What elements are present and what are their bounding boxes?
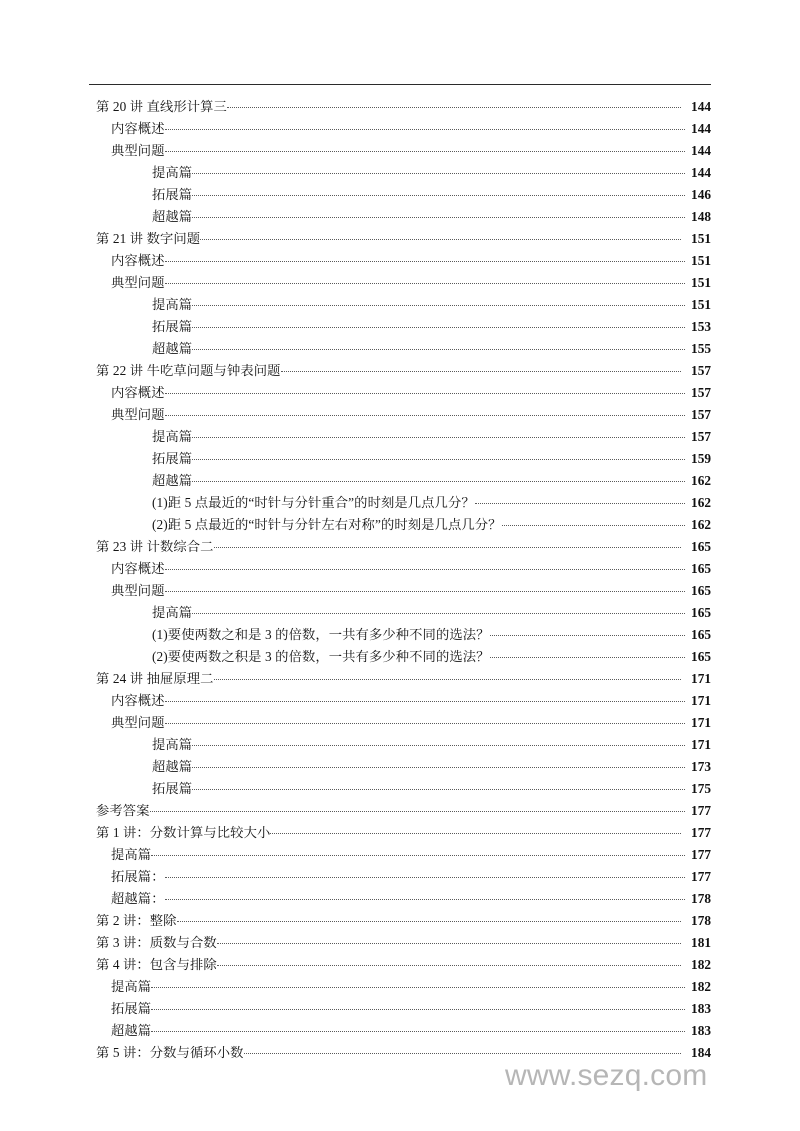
toc-entry[interactable] bbox=[89, 602, 711, 624]
toc-entry[interactable] bbox=[89, 888, 711, 910]
toc-leader-dots bbox=[165, 890, 685, 903]
toc-entry-label: 第 4 讲：包含与排除 bbox=[96, 957, 217, 972]
toc-entry-page-number: 151 bbox=[691, 297, 711, 312]
toc-entry-page-number: 175 bbox=[691, 781, 711, 796]
toc-entry-page-number: 151 bbox=[691, 253, 711, 268]
toc-entry-label: 第 23 讲 计数综合二 bbox=[96, 539, 214, 554]
toc-entry[interactable] bbox=[89, 96, 711, 118]
toc-entry[interactable] bbox=[89, 580, 711, 602]
toc-entry-page-number: 171 bbox=[691, 693, 711, 708]
toc-entry[interactable] bbox=[89, 756, 711, 778]
toc-entry[interactable] bbox=[89, 690, 711, 712]
toc-entry[interactable] bbox=[89, 822, 711, 844]
toc-leader-dots bbox=[177, 912, 681, 925]
toc-entry-page-number: 162 bbox=[691, 495, 711, 510]
toc-entry-label: 超越篇 bbox=[152, 759, 193, 774]
toc-entry-page-number: 184 bbox=[691, 1045, 711, 1060]
toc-entry-label: 内容概述 bbox=[111, 561, 165, 576]
toc-leader-dots bbox=[165, 142, 685, 155]
toc-entry[interactable] bbox=[89, 316, 711, 338]
toc-entry-page-number: 177 bbox=[691, 825, 711, 840]
toc-entry-page-number: 144 bbox=[691, 143, 711, 158]
toc-entry-page-number: 155 bbox=[691, 341, 711, 356]
toc-entry[interactable] bbox=[89, 668, 711, 690]
toc-entry-label: 典型问题 bbox=[111, 715, 165, 730]
toc-entry-label: 超越篇： bbox=[111, 891, 165, 906]
toc-leader-dots bbox=[165, 692, 685, 705]
toc-entry[interactable] bbox=[89, 184, 711, 206]
toc-leader-dots bbox=[192, 318, 685, 331]
toc-entry-page-number: 144 bbox=[691, 99, 711, 114]
toc-leader-dots bbox=[200, 230, 681, 243]
toc-entry[interactable] bbox=[89, 536, 711, 558]
toc-entry-page-number: 178 bbox=[691, 913, 711, 928]
toc-entry-page-number: 177 bbox=[691, 847, 711, 862]
toc-entry[interactable] bbox=[89, 910, 711, 932]
toc-entry[interactable] bbox=[89, 206, 711, 228]
toc-leader-dots bbox=[192, 208, 685, 221]
toc-leader-dots bbox=[151, 846, 685, 859]
toc-entry[interactable] bbox=[89, 1020, 711, 1042]
toc-entry-label: 拓展篇 bbox=[152, 781, 193, 796]
toc-entry-page-number: 157 bbox=[691, 363, 711, 378]
toc-entry-page-number: 165 bbox=[691, 539, 711, 554]
toc-entry[interactable] bbox=[89, 514, 711, 536]
toc-entry-label: 内容概述 bbox=[111, 385, 165, 400]
toc-entry-label: 提高篇 bbox=[152, 429, 193, 444]
toc-entry[interactable] bbox=[89, 492, 711, 514]
toc-leader-dots bbox=[165, 560, 685, 573]
toc-entry[interactable] bbox=[89, 844, 711, 866]
toc-entry-label: 拓展篇： bbox=[111, 869, 165, 884]
toc-entry[interactable] bbox=[89, 976, 711, 998]
toc-entry-page-number: 157 bbox=[691, 385, 711, 400]
toc-leader-dots bbox=[490, 626, 685, 639]
toc-leader-dots bbox=[192, 780, 685, 793]
toc-leader-dots bbox=[217, 934, 681, 947]
toc-entry[interactable] bbox=[89, 294, 711, 316]
toc-leader-dots bbox=[192, 164, 685, 177]
toc-leader-dots bbox=[227, 98, 681, 111]
toc-entry-label: 第 2 讲：整除 bbox=[96, 913, 177, 928]
toc-entry-label: 拓展篇 bbox=[152, 187, 193, 202]
toc-entry-page-number: 173 bbox=[691, 759, 711, 774]
toc-entry-label: 超越篇 bbox=[152, 341, 193, 356]
toc-entry-label: 提高篇 bbox=[152, 605, 193, 620]
toc-entry[interactable] bbox=[89, 272, 711, 294]
toc-entry-label: 第 24 讲 抽屉原理二 bbox=[96, 671, 214, 686]
toc-entry[interactable] bbox=[89, 954, 711, 976]
toc-entry[interactable] bbox=[89, 470, 711, 492]
toc-leader-dots bbox=[165, 406, 685, 419]
toc-entry[interactable] bbox=[89, 404, 711, 426]
toc-entry-page-number: 153 bbox=[691, 319, 711, 334]
toc-leader-dots bbox=[192, 428, 685, 441]
toc-entry-label: 超越篇 bbox=[152, 209, 193, 224]
toc-leader-dots bbox=[150, 802, 685, 815]
toc-entry[interactable] bbox=[89, 778, 711, 800]
toc-entry-page-number: 177 bbox=[691, 803, 711, 818]
toc-entry-label: 参考答案 bbox=[96, 803, 150, 818]
toc-leader-dots bbox=[192, 758, 685, 771]
toc-entry-label: 第 20 讲 直线形计算三 bbox=[96, 99, 227, 114]
toc-entry[interactable] bbox=[89, 228, 711, 250]
toc-entry[interactable] bbox=[89, 426, 711, 448]
toc-entry-page-number: 165 bbox=[691, 605, 711, 620]
toc-entry-label: 提高篇 bbox=[152, 165, 193, 180]
toc-entry-page-number: 148 bbox=[691, 209, 711, 224]
toc-entry[interactable] bbox=[89, 646, 711, 668]
toc-leader-dots bbox=[192, 450, 685, 463]
toc-entry-page-number: 182 bbox=[691, 957, 711, 972]
toc-entry[interactable] bbox=[89, 932, 711, 954]
toc-entry[interactable] bbox=[89, 624, 711, 646]
toc-entry-page-number: 157 bbox=[691, 429, 711, 444]
toc-entry-page-number: 183 bbox=[691, 1001, 711, 1016]
toc-entry-page-number: 182 bbox=[691, 979, 711, 994]
toc-entry-label: 提高篇 bbox=[111, 979, 152, 994]
toc-entry-page-number: 146 bbox=[691, 187, 711, 202]
toc-entry[interactable] bbox=[89, 866, 711, 888]
toc-entry-label: (1)要使两数之和是 3 的倍数，一共有多少种不同的选法？ bbox=[152, 627, 490, 642]
toc-entry-label: 提高篇 bbox=[152, 297, 193, 312]
toc-leader-dots bbox=[214, 538, 681, 551]
toc-entry-page-number: 157 bbox=[691, 407, 711, 422]
toc-entry-label: 典型问题 bbox=[111, 407, 165, 422]
toc-entry-page-number: 177 bbox=[691, 869, 711, 884]
header-rule bbox=[89, 84, 711, 85]
toc-entry[interactable] bbox=[89, 360, 711, 382]
toc-entry-label: (2)距 5 点最近的“时针与分针左右对称”的时刻是几点几分？ bbox=[152, 517, 502, 532]
toc-entry-page-number: 171 bbox=[691, 715, 711, 730]
toc-leader-dots bbox=[151, 1022, 685, 1035]
toc-entry-page-number: 165 bbox=[691, 627, 711, 642]
toc-entry-list bbox=[89, 96, 711, 1064]
toc-entry-page-number: 171 bbox=[691, 671, 711, 686]
toc-entry-page-number: 151 bbox=[691, 231, 711, 246]
toc-leader-dots bbox=[475, 494, 685, 507]
toc-leader-dots bbox=[502, 516, 685, 529]
toc-entry[interactable] bbox=[89, 382, 711, 404]
toc-entry[interactable] bbox=[89, 558, 711, 580]
toc-leader-dots bbox=[217, 956, 681, 969]
toc-entry-page-number: 159 bbox=[691, 451, 711, 466]
toc-entry-page-number: 144 bbox=[691, 121, 711, 136]
toc-entry[interactable] bbox=[89, 712, 711, 734]
toc-entry-label: 超越篇 bbox=[152, 473, 193, 488]
toc-entry-label: 典型问题 bbox=[111, 275, 165, 290]
toc-leader-dots bbox=[192, 296, 685, 309]
watermark-text: www.sezq.com bbox=[505, 1059, 708, 1092]
toc-entry-label: 内容概述 bbox=[111, 253, 165, 268]
toc-leader-dots bbox=[165, 274, 685, 287]
toc-entry-label: 提高篇 bbox=[111, 847, 152, 862]
toc-entry-label: (1)距 5 点最近的“时针与分针重合”的时刻是几点几分？ bbox=[152, 495, 475, 510]
toc-entry-label: (2)要使两数之积是 3 的倍数，一共有多少种不同的选法？ bbox=[152, 649, 490, 664]
toc-entry-page-number: 144 bbox=[691, 165, 711, 180]
toc-entry-label: 内容概述 bbox=[111, 121, 165, 136]
toc-leader-dots bbox=[281, 362, 681, 375]
toc-entry[interactable] bbox=[89, 734, 711, 756]
toc-entry-page-number: 151 bbox=[691, 275, 711, 290]
toc-entry-page-number: 165 bbox=[691, 649, 711, 664]
toc-entry[interactable] bbox=[89, 118, 711, 140]
toc-entry-page-number: 171 bbox=[691, 737, 711, 752]
toc-entry-page-number: 165 bbox=[691, 561, 711, 576]
toc-leader-dots bbox=[192, 340, 685, 353]
toc-entry-label: 第 5 讲：分数与循环小数 bbox=[96, 1045, 244, 1060]
toc-leader-dots bbox=[490, 648, 685, 661]
toc-entry[interactable] bbox=[89, 998, 711, 1020]
toc-entry-page-number: 165 bbox=[691, 583, 711, 598]
toc-entry-label: 第 1 讲：分数计算与比较大小 bbox=[96, 825, 271, 840]
toc-entry-label: 第 3 讲：质数与合数 bbox=[96, 935, 217, 950]
toc-leader-dots bbox=[192, 604, 685, 617]
toc-entry-label: 典型问题 bbox=[111, 583, 165, 598]
toc-entry[interactable] bbox=[89, 140, 711, 162]
toc-leader-dots bbox=[151, 1000, 685, 1013]
toc-entry-label: 第 22 讲 牛吃草问题与钟表问题 bbox=[96, 363, 281, 378]
toc-entry-page-number: 162 bbox=[691, 473, 711, 488]
toc-entry-label: 超越篇 bbox=[111, 1023, 152, 1038]
toc-leader-dots bbox=[165, 582, 685, 595]
toc-leader-dots bbox=[151, 978, 685, 991]
toc-leader-dots bbox=[165, 384, 685, 397]
toc-leader-dots bbox=[192, 736, 685, 749]
toc-entry-label: 内容概述 bbox=[111, 693, 165, 708]
toc-entry-page-number: 181 bbox=[691, 935, 711, 950]
toc-entry-label: 典型问题 bbox=[111, 143, 165, 158]
toc-entry[interactable] bbox=[89, 338, 711, 360]
toc-entry-label: 第 21 讲 数字问题 bbox=[96, 231, 201, 246]
toc-leader-dots bbox=[192, 472, 685, 485]
toc-entry-label: 拓展篇 bbox=[152, 319, 193, 334]
toc-leader-dots bbox=[192, 186, 685, 199]
toc-entry-label: 拓展篇 bbox=[111, 1001, 152, 1016]
toc-entry-page-number: 183 bbox=[691, 1023, 711, 1038]
toc-leader-dots bbox=[165, 868, 685, 881]
toc-entry-page-number: 162 bbox=[691, 517, 711, 532]
table-of-contents bbox=[89, 84, 711, 1064]
toc-leader-dots bbox=[165, 252, 685, 265]
toc-leader-dots bbox=[165, 120, 685, 133]
toc-leader-dots bbox=[165, 714, 685, 727]
toc-entry-label: 提高篇 bbox=[152, 737, 193, 752]
toc-entry-label: 拓展篇 bbox=[152, 451, 193, 466]
toc-leader-dots bbox=[214, 670, 681, 683]
toc-entry-page-number: 178 bbox=[691, 891, 711, 906]
toc-entry[interactable] bbox=[89, 448, 711, 470]
toc-entry[interactable] bbox=[89, 162, 711, 184]
toc-leader-dots bbox=[244, 1044, 681, 1057]
toc-leader-dots bbox=[270, 824, 681, 837]
toc-entry[interactable] bbox=[89, 250, 711, 272]
toc-entry[interactable] bbox=[89, 800, 711, 822]
